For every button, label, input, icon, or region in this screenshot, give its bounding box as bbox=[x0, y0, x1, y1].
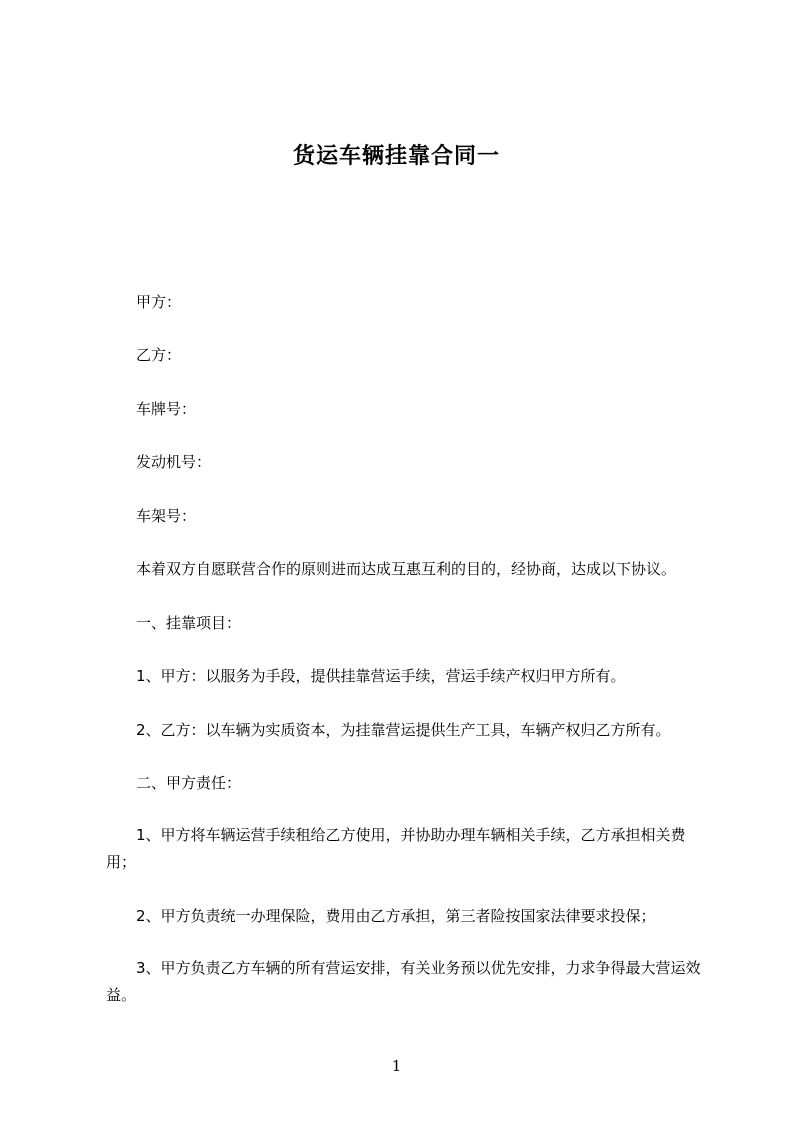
document-title: 货运车辆挂靠合同一 bbox=[292, 144, 500, 169]
section-2-item-3: 3、甲方负责乙方车辆的所有营运安排，有关业务预以优先安排，力求争得最大营运效益。 bbox=[106, 959, 701, 1004]
section-1-item-2: 2、乙方：以车辆为实质资本，为挂靠营运提供生产工具，车辆产权归乙方所有。 bbox=[136, 721, 671, 739]
engine-number-field: 发动机号： bbox=[136, 453, 212, 471]
section-2-heading: 二、甲方责任： bbox=[136, 774, 242, 792]
license-plate-field: 车牌号： bbox=[136, 400, 197, 418]
section-1-item-1: 1、甲方：以服务为手段，提供挂靠营运手续，营运手续产权归甲方所有。 bbox=[136, 667, 626, 685]
party-a-field: 甲方： bbox=[136, 293, 182, 311]
section-2-item-1: 1、甲方将车辆运营手续租给乙方使用，并协助办理车辆相关手续，乙方承担相关费用； bbox=[106, 826, 686, 871]
party-b-field: 乙方： bbox=[136, 346, 182, 364]
page-number: 1 bbox=[391, 1057, 402, 1075]
section-1-heading: 一、挂靠项目： bbox=[136, 614, 242, 632]
chassis-number-field: 车架号： bbox=[136, 507, 197, 525]
section-2-item-2: 2、甲方负责统一办理保险，费用由乙方承担，第三者险按国家法律要求投保； bbox=[136, 907, 656, 925]
intro-paragraph: 本着双方自愿联营合作的原则进而达成互惠互利的目的，经协商，达成以下协议。 bbox=[136, 560, 677, 578]
